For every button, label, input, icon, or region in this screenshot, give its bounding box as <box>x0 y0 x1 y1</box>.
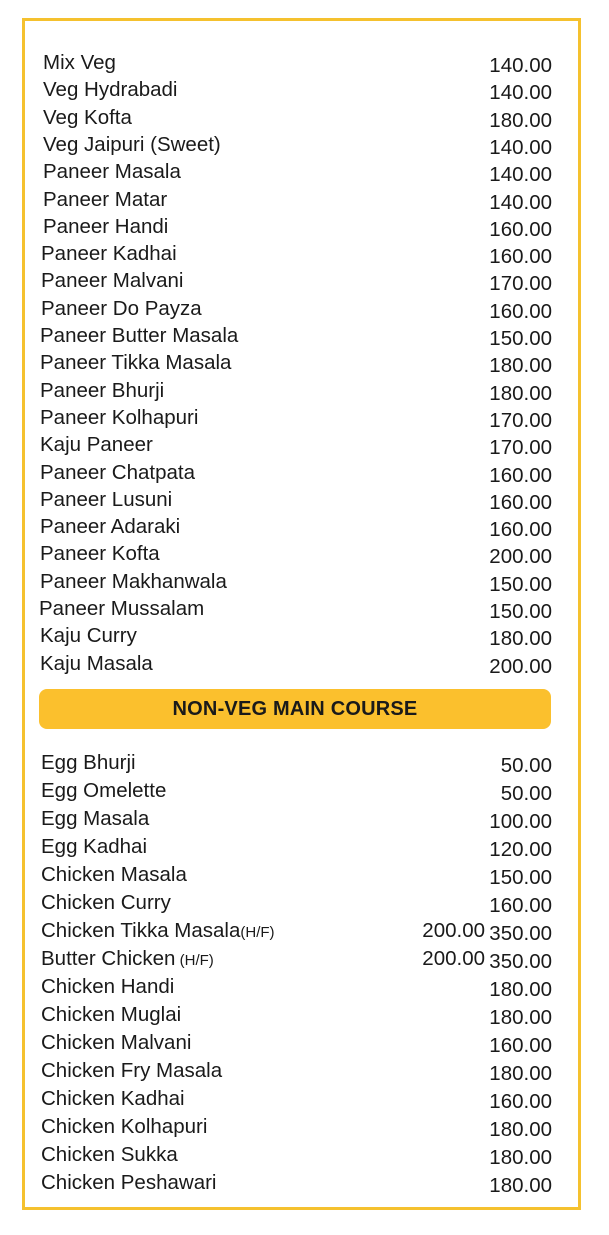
item-price: 350.00 <box>489 950 552 973</box>
item-price: 160.00 <box>489 894 552 917</box>
menu-item-row <box>25 1087 578 1115</box>
item-price: 50.00 <box>500 782 552 805</box>
item-name-text: Kaju Curry <box>40 624 137 648</box>
menu-item-row <box>25 975 578 1003</box>
item-name <box>41 242 177 266</box>
menu-item-row <box>25 78 578 106</box>
item-name-text: Veg Hydrabadi <box>43 78 178 102</box>
item-price: 160.00 <box>489 245 552 269</box>
item-name-text: Egg Kadhai <box>41 835 148 858</box>
menu-item-row <box>25 624 578 652</box>
item-price: 50.00 <box>500 754 552 777</box>
item-price: 200.00 <box>489 654 552 678</box>
menu-item-row <box>25 324 578 352</box>
item-name-text: Paneer Butter Masala <box>40 324 239 347</box>
item-name-text: Chicken Muglai <box>41 1003 182 1026</box>
menu-item-row <box>25 863 578 891</box>
item-name <box>39 597 204 621</box>
menu-item-row <box>25 269 578 297</box>
item-name <box>41 1115 207 1141</box>
item-price: 180.00 <box>489 381 552 405</box>
item-name-text: Paneer Handi <box>43 214 169 238</box>
menu-item-row <box>25 652 578 680</box>
item-name <box>43 51 116 75</box>
menu-item-row <box>25 433 578 461</box>
item-price: 160.00 <box>489 217 552 241</box>
item-name <box>40 570 227 594</box>
item-name-text: Chicken Curry <box>41 891 171 914</box>
item-name <box>40 461 195 485</box>
item-name <box>41 751 136 777</box>
item-name <box>41 947 214 973</box>
menu-item-row <box>25 1031 578 1059</box>
menu-item-row <box>25 751 578 779</box>
item-price: 140.00 <box>489 54 552 77</box>
item-name <box>41 1003 181 1029</box>
item-name-text: Veg Jaipuri (Sweet) <box>43 132 221 156</box>
item-name <box>41 975 174 1001</box>
menu-item-row <box>25 515 578 543</box>
nonveg-section-heading: NON-VEG MAIN COURSE <box>39 689 551 729</box>
item-name <box>40 624 137 648</box>
item-name-text: Chicken Sukka <box>41 1143 178 1166</box>
item-name <box>41 1087 185 1113</box>
menu-item-row <box>25 835 578 863</box>
menu-item-row <box>25 1003 578 1031</box>
item-name <box>40 379 164 403</box>
menu-item-row <box>25 1115 578 1143</box>
item-price: 180.00 <box>489 978 552 1001</box>
item-name-text: Paneer Kadhai <box>41 242 177 266</box>
item-price: 160.00 <box>489 1034 552 1057</box>
item-name-text: Paneer Mussalam <box>39 597 205 620</box>
item-name-text: Chicken Tikka Masala <box>41 919 241 942</box>
menu-item-row <box>25 597 578 625</box>
item-price: 140.00 <box>489 135 552 159</box>
item-price: 140.00 <box>489 163 552 187</box>
menu-item-row <box>25 106 578 134</box>
item-name-text: Paneer Lusuni <box>40 487 173 511</box>
item-name-text: Paneer Bhurji <box>40 378 165 402</box>
menu-item-row <box>25 891 578 919</box>
item-price: 150.00 <box>489 600 552 623</box>
menu-item-row <box>25 570 578 598</box>
menu-item-row <box>25 188 578 216</box>
item-price: 100.00 <box>489 810 552 833</box>
item-name-text: Butter Chicken <box>41 947 176 970</box>
item-name <box>43 78 177 102</box>
item-price: 150.00 <box>489 327 552 350</box>
item-price: 200.00 <box>489 545 552 569</box>
item-name-text: Chicken Peshawari <box>41 1171 217 1194</box>
menu-item-row <box>25 807 578 835</box>
menu-item-row <box>25 351 578 379</box>
item-name-text: Chicken Fry Masala <box>41 1059 223 1082</box>
portion-note: (H/F) <box>240 924 275 941</box>
menu-item-row <box>25 1171 578 1199</box>
item-price: 170.00 <box>489 272 552 296</box>
item-price: 350.00 <box>489 922 552 945</box>
item-name-text: Chicken Kadhai <box>41 1087 185 1110</box>
item-name-text: Paneer Malvani <box>41 269 184 293</box>
item-price: 170.00 <box>489 408 552 432</box>
item-name <box>41 891 171 917</box>
item-name <box>43 215 168 239</box>
item-price: 150.00 <box>489 572 552 596</box>
menu-item-row <box>25 242 578 270</box>
item-name <box>41 835 147 861</box>
item-price: 180.00 <box>489 354 552 378</box>
menu-item-row <box>25 379 578 407</box>
item-name <box>43 106 132 130</box>
menu-frame <box>22 18 581 1210</box>
item-name <box>40 488 172 512</box>
item-price: 160.00 <box>489 299 552 323</box>
item-name <box>43 133 221 157</box>
item-name <box>41 807 149 833</box>
menu-item-row <box>25 406 578 434</box>
item-name-text: Paneer Chatpata <box>40 460 196 484</box>
menu-item-row <box>25 297 578 325</box>
menu-item-row <box>25 488 578 516</box>
menu-item-row <box>25 779 578 807</box>
item-name-text: Paneer Adaraki <box>40 515 181 539</box>
item-price: 170.00 <box>489 436 552 460</box>
item-name <box>43 160 181 184</box>
item-price: 160.00 <box>489 518 552 542</box>
menu-item-row <box>25 461 578 489</box>
item-price: 180.00 <box>489 1174 552 1197</box>
item-price: 180.00 <box>489 108 552 132</box>
half-price: 200.00 <box>422 919 485 942</box>
item-name <box>40 406 198 430</box>
item-name-text: Paneer Do Payza <box>41 296 202 320</box>
item-name-text: Egg Omelette <box>41 779 167 802</box>
menu-item-row <box>25 133 578 161</box>
portion-note: (H/F) <box>175 952 214 969</box>
item-price: 140.00 <box>489 190 552 214</box>
item-name <box>40 351 231 375</box>
item-price: 160.00 <box>489 490 552 514</box>
item-name <box>41 779 166 805</box>
item-name <box>41 863 187 889</box>
item-name <box>41 1059 222 1085</box>
item-price: 180.00 <box>489 1006 552 1029</box>
item-price: 180.00 <box>489 1062 552 1085</box>
item-name <box>40 433 153 457</box>
item-name-text: Egg Bhurji <box>41 751 136 774</box>
menu-item-row <box>25 1059 578 1087</box>
item-price: 180.00 <box>489 627 552 651</box>
item-name <box>41 1143 178 1169</box>
item-name-text: Chicken Handi <box>41 975 175 998</box>
item-price: 160.00 <box>489 1090 552 1113</box>
menu-item-row <box>25 947 578 975</box>
item-name-text: Kaju Masala <box>40 651 153 675</box>
item-price: 140.00 <box>489 81 552 105</box>
item-name-text: Veg Kofta <box>43 105 132 129</box>
item-price: 180.00 <box>489 1146 552 1169</box>
menu-item-row <box>25 542 578 570</box>
item-name <box>41 1171 216 1197</box>
item-name-text: Paneer Kolhapuri <box>40 405 199 429</box>
menu-item-row <box>25 51 578 79</box>
item-name-text: Chicken Masala <box>41 863 187 886</box>
item-name <box>40 324 238 348</box>
item-name <box>40 542 160 566</box>
item-name-text: Chicken Kolhapuri <box>41 1115 208 1138</box>
item-name <box>41 297 202 321</box>
menu-item-row <box>25 215 578 243</box>
menu-item-row <box>25 160 578 188</box>
menu-item-row <box>25 919 578 947</box>
item-name-text: Paneer Matar <box>43 187 168 211</box>
item-name-text: Chicken Malvani <box>41 1031 192 1054</box>
item-price: 180.00 <box>489 1118 552 1141</box>
item-name-text: Mix Veg <box>43 51 116 74</box>
item-price: 120.00 <box>489 838 552 861</box>
item-name <box>40 515 180 539</box>
menu-item-row <box>25 1143 578 1171</box>
item-name-text: Paneer Masala <box>43 160 181 184</box>
item-name <box>41 919 275 945</box>
item-name-text: Egg Masala <box>41 807 150 830</box>
item-price: 150.00 <box>489 866 552 889</box>
item-name <box>41 1031 191 1057</box>
item-name-text: Paneer Kofta <box>40 542 160 566</box>
half-price: 200.00 <box>422 947 485 970</box>
item-price: 160.00 <box>489 463 552 487</box>
item-name <box>40 652 153 676</box>
item-name-text: Paneer Tikka Masala <box>40 351 232 375</box>
item-name <box>43 188 167 212</box>
item-name-text: Kaju Paneer <box>40 433 153 457</box>
item-name-text: Paneer Makhanwala <box>40 569 227 593</box>
item-name <box>41 269 183 293</box>
